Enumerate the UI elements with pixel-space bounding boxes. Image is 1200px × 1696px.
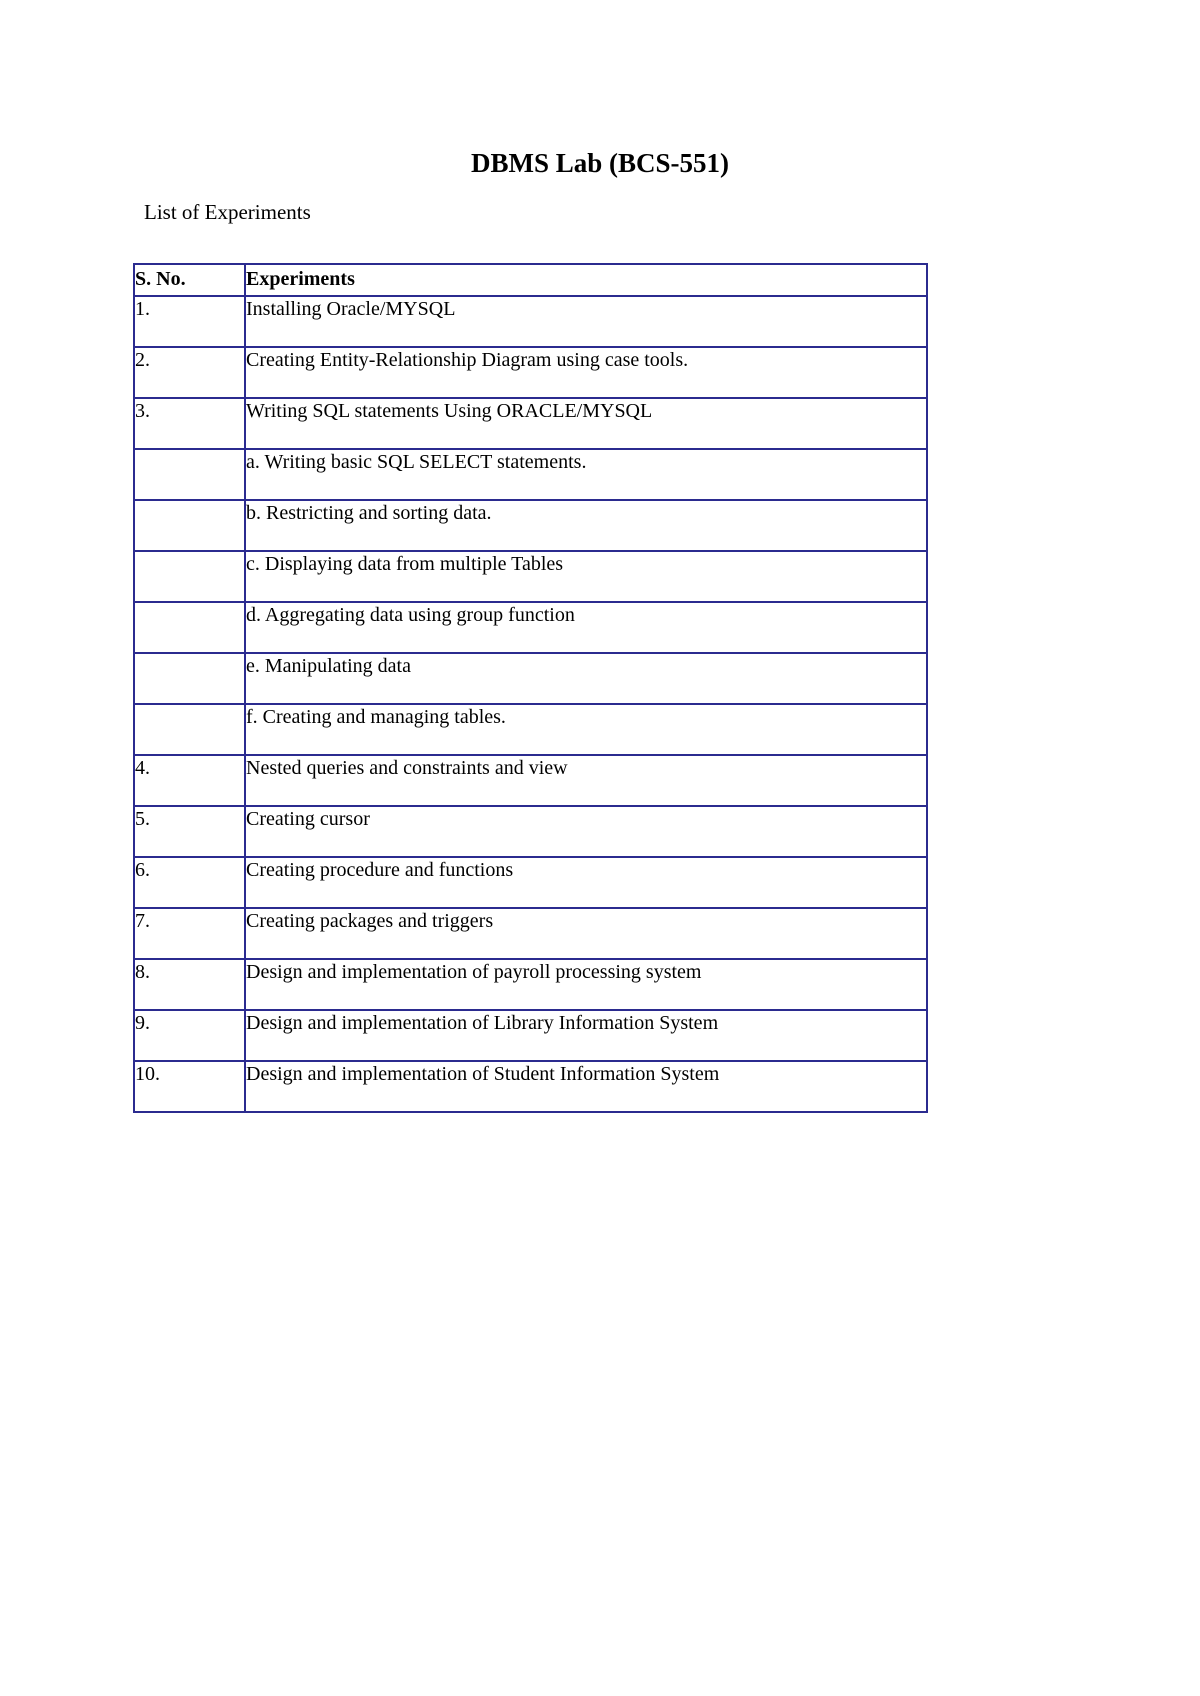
table-row	[134, 296, 927, 347]
experiment-cell: Nested queries and constraints and view	[245, 755, 927, 806]
experiment-cell: d. Aggregating data using group function	[245, 602, 927, 653]
experiment-cell: f. Creating and managing tables.	[245, 704, 927, 755]
table-header-row	[134, 264, 927, 296]
experiment-cell: Design and implementation of Student Information System	[245, 1061, 927, 1112]
sno-cell: 8.	[134, 959, 245, 1010]
experiment-cell: b. Restricting and sorting data.	[245, 500, 927, 551]
sno-cell	[134, 704, 245, 755]
table-row	[134, 449, 927, 500]
table-row	[134, 1010, 927, 1061]
sno-cell	[134, 551, 245, 602]
table-row	[134, 908, 927, 959]
sno-cell	[134, 500, 245, 551]
sno-cell: 7.	[134, 908, 245, 959]
sno-cell: 5.	[134, 806, 245, 857]
sno-cell: 9.	[134, 1010, 245, 1061]
sno-cell: 10.	[134, 1061, 245, 1112]
subtitle: List of Experiments	[144, 200, 311, 224]
sno-cell	[134, 449, 245, 500]
header-experiments: Experiments	[245, 264, 927, 296]
experiment-cell: a. Writing basic SQL SELECT statements.	[245, 449, 927, 500]
experiment-cell: Design and implementation of payroll processing system	[245, 959, 927, 1010]
page-title: DBMS Lab (BCS-551)	[470, 148, 730, 178]
header-sno: S. No.	[134, 264, 245, 296]
table-row	[134, 602, 927, 653]
experiment-cell: Creating cursor	[245, 806, 927, 857]
experiment-cell: Creating packages and triggers	[245, 908, 927, 959]
experiment-cell: Design and implementation of Library Information System	[245, 1010, 927, 1061]
table-row	[134, 806, 927, 857]
sno-cell	[134, 602, 245, 653]
sno-cell: 6.	[134, 857, 245, 908]
table-row	[134, 704, 927, 755]
experiment-cell: e. Manipulating data	[245, 653, 927, 704]
experiment-cell: c. Displaying data from multiple Tables	[245, 551, 927, 602]
sno-cell	[134, 653, 245, 704]
table-row	[134, 755, 927, 806]
table-row	[134, 959, 927, 1010]
sno-cell: 3.	[134, 398, 245, 449]
sno-cell: 4.	[134, 755, 245, 806]
experiments-table	[133, 263, 928, 1113]
table-row	[134, 551, 927, 602]
table-row	[134, 347, 927, 398]
experiment-cell: Installing Oracle/MYSQL	[245, 296, 927, 347]
experiment-cell: Creating procedure and functions	[245, 857, 927, 908]
table-row	[134, 1061, 927, 1112]
experiment-cell: Writing SQL statements Using ORACLE/MYSQL	[245, 398, 927, 449]
table-row	[134, 500, 927, 551]
sno-cell: 2.	[134, 347, 245, 398]
sno-cell: 1.	[134, 296, 245, 347]
table-row	[134, 653, 927, 704]
experiment-cell: Creating Entity-Relationship Diagram using case tools.	[245, 347, 927, 398]
table-row	[134, 857, 927, 908]
table-row	[134, 398, 927, 449]
